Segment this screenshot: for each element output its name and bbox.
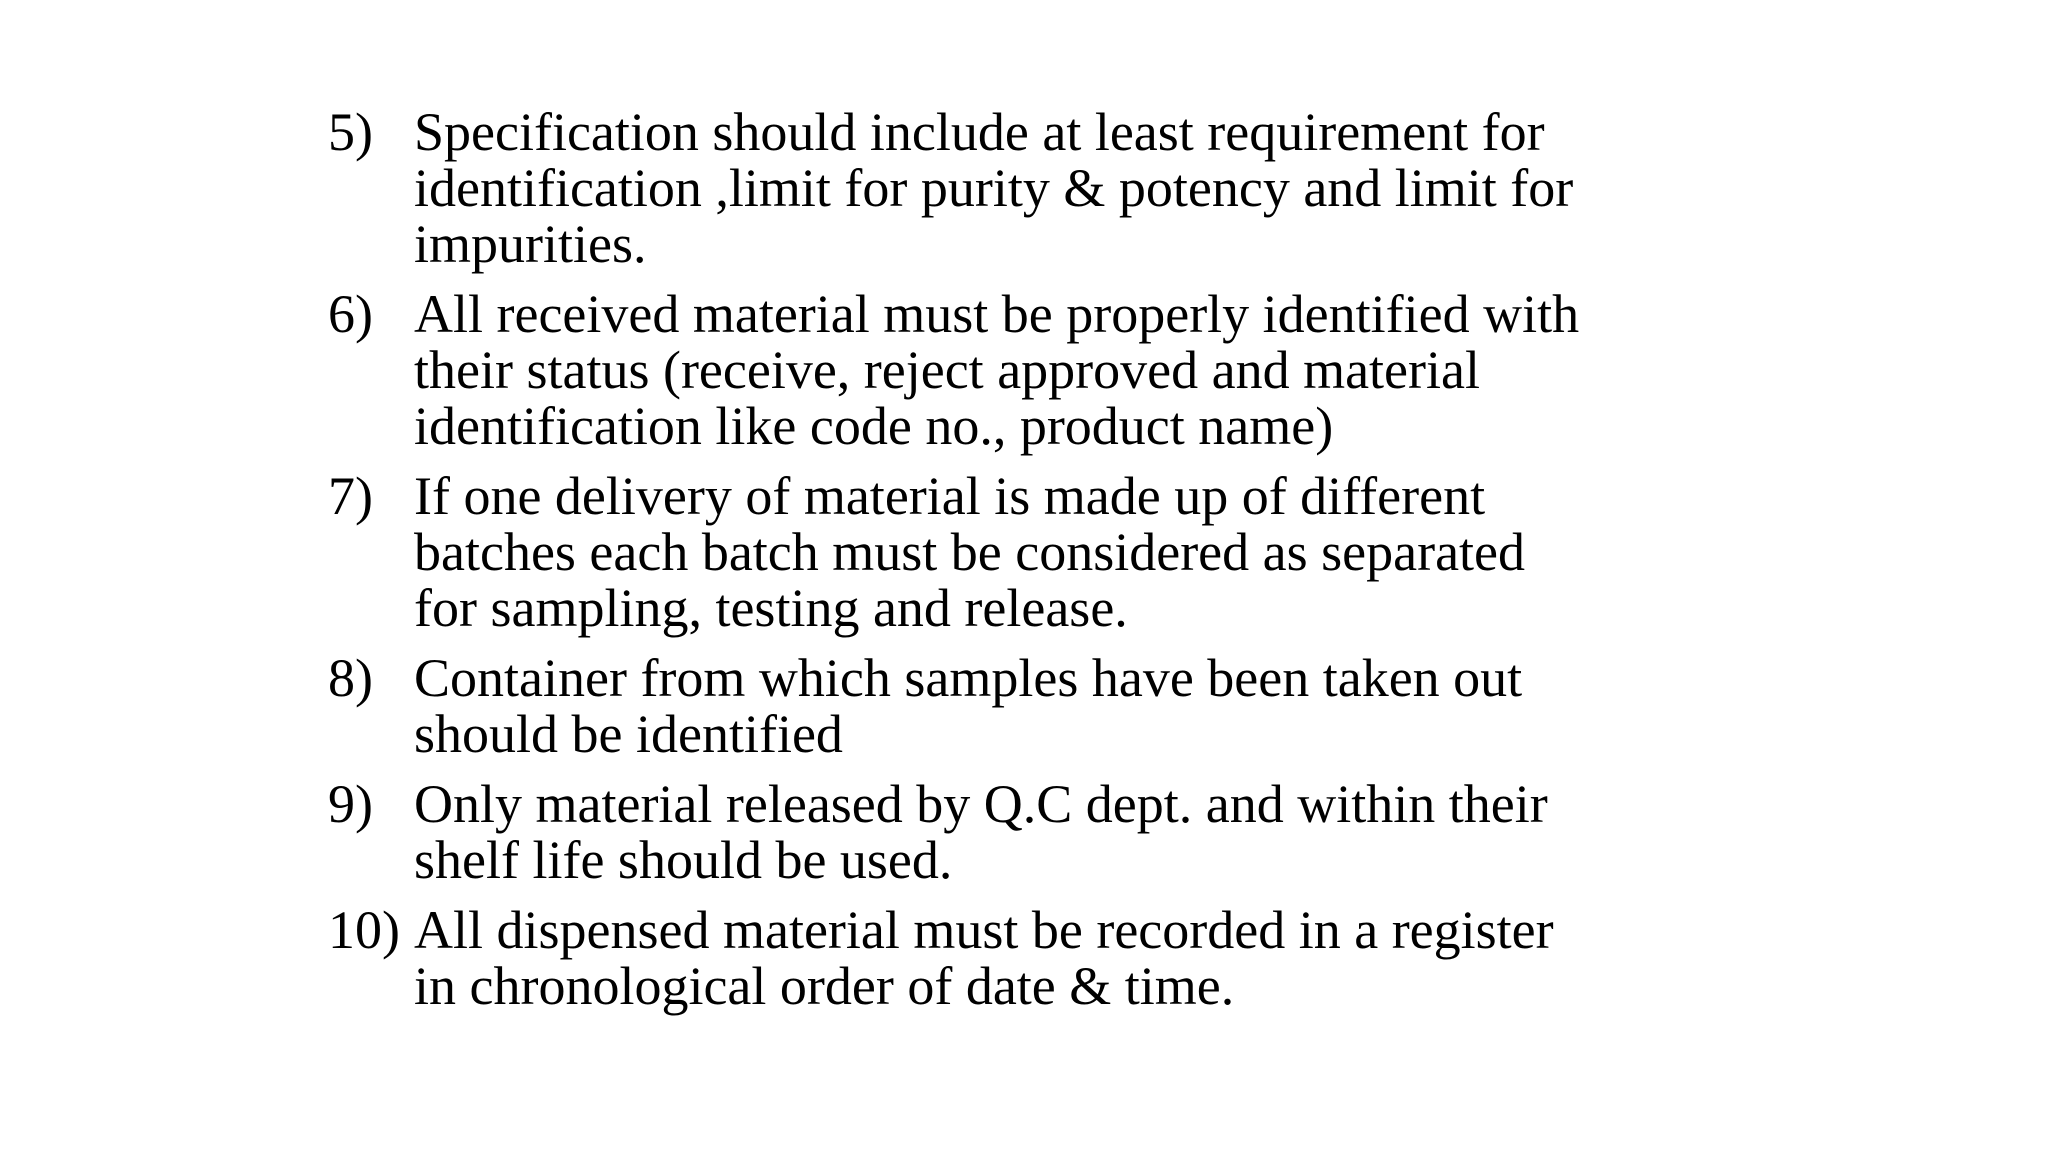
list-item-number: 6) (328, 284, 373, 344)
list-item-line: Specification should include at least requirement for (414, 102, 1545, 162)
numbered-list (328, 104, 1728, 1028)
list-item-line: for sampling, testing and release. (414, 578, 1128, 638)
list-item-number: 7) (328, 466, 373, 526)
list-item (328, 650, 1728, 762)
list-item-line: in chronological order of date & time. (414, 956, 1235, 1016)
list-item-line: should be identified (414, 704, 843, 764)
list-item-number: 8) (328, 648, 373, 708)
list-item-line: All received material must be properly identified with (414, 284, 1580, 344)
list-item (328, 468, 1728, 636)
list-item-line: impurities. (414, 214, 647, 274)
list-item-line: their status (receive, reject approved and material (414, 340, 1480, 400)
list-item (328, 776, 1728, 888)
list-item (328, 902, 1728, 1014)
list-item-number: 10) (328, 900, 400, 960)
list-item-line: batches each batch must be considered as separated (414, 522, 1526, 582)
list-item-line: identification ,limit for purity & potency and limit for (414, 158, 1574, 218)
list-item-line: identification like code no., product name) (414, 396, 1334, 456)
list-item-line: shelf life should be used. (414, 830, 953, 890)
list-item-line: Only material released by Q.C dept. and within their (414, 774, 1548, 834)
list-item (328, 286, 1728, 454)
list-item-number: 9) (328, 774, 373, 834)
list-item-line: Container from which samples have been taken out (414, 648, 1523, 708)
list-item-line: All dispensed material must be recorded in a register (414, 900, 1554, 960)
list-item-number: 5) (328, 102, 373, 162)
list-item (328, 104, 1728, 272)
list-item-line: If one delivery of material is made up of different (414, 466, 1486, 526)
